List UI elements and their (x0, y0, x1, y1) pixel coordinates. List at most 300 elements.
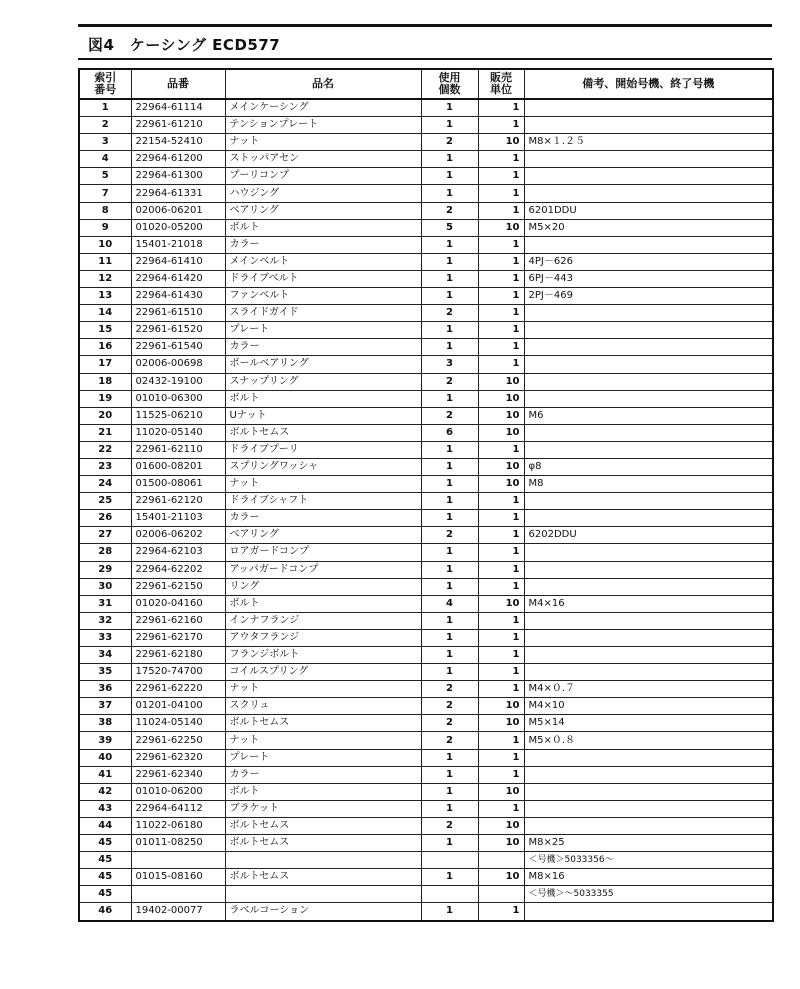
index-cell: 20 (79, 407, 131, 424)
index-cell: 45 (79, 886, 131, 903)
sales-unit-cell: 1 (478, 99, 524, 117)
table-row (79, 270, 773, 287)
index-cell: 17 (79, 356, 131, 373)
sales-unit-cell: 1 (478, 236, 524, 253)
remarks-cell (524, 561, 773, 578)
quantity-cell: 1 (421, 510, 478, 527)
table-row (79, 886, 773, 903)
part-number-cell: 22961-61540 (131, 339, 225, 356)
index-cell: 7 (79, 185, 131, 202)
remarks-cell: M5×14 (524, 715, 773, 732)
sales-unit-cell: 1 (478, 527, 524, 544)
quantity-cell: 1 (421, 647, 478, 664)
part-name-cell: コイルスプリング (225, 664, 421, 681)
table-row (79, 732, 773, 749)
index-cell: 30 (79, 578, 131, 595)
table-row (79, 134, 773, 151)
table-row (79, 852, 773, 869)
table-row (79, 527, 773, 544)
table-row (79, 185, 773, 202)
index-cell: 9 (79, 219, 131, 236)
table-row (79, 749, 773, 766)
sales-unit-cell: 1 (478, 732, 524, 749)
sales-unit-cell: 1 (478, 253, 524, 270)
part-number-cell: 15401-21018 (131, 236, 225, 253)
quantity-cell (421, 852, 478, 869)
remarks-cell: 6201DDU (524, 202, 773, 219)
table-row (79, 458, 773, 475)
part-name-cell: ボルト (225, 783, 421, 800)
part-name-cell: ボルト (225, 219, 421, 236)
table-row (79, 390, 773, 407)
part-name-cell: インナフランジ (225, 612, 421, 629)
remarks-cell: 6PJ－443 (524, 270, 773, 287)
part-number-cell: 22961-62250 (131, 732, 225, 749)
sales-unit-cell: 1 (478, 903, 524, 921)
quantity-cell: 1 (421, 253, 478, 270)
sales-unit-cell: 10 (478, 424, 524, 441)
part-number-cell: 22961-62160 (131, 612, 225, 629)
part-name-cell: プーリコンプ (225, 168, 421, 185)
part-name-cell: ベアリング (225, 202, 421, 219)
remarks-cell (524, 903, 773, 921)
sales-unit-cell: 10 (478, 698, 524, 715)
table-row (79, 373, 773, 390)
quantity-cell: 1 (421, 869, 478, 886)
part-number-cell: 22961-62340 (131, 766, 225, 783)
table-row (79, 595, 773, 612)
index-cell: 27 (79, 527, 131, 544)
sales-unit-cell: 10 (478, 869, 524, 886)
remarks-cell (524, 356, 773, 373)
index-cell: 26 (79, 510, 131, 527)
part-name-cell: ドライブプーリ (225, 441, 421, 458)
quantity-cell: 1 (421, 664, 478, 681)
table-row (79, 99, 773, 117)
sales-unit-cell: 1 (478, 185, 524, 202)
remarks-cell: ＜号機＞～5033355 (524, 886, 773, 903)
sales-unit-cell: 1 (478, 356, 524, 373)
top-rule (78, 24, 772, 27)
remarks-cell: M8×25 (524, 835, 773, 852)
table-row (79, 681, 773, 698)
remarks-cell (524, 800, 773, 817)
remarks-cell (524, 151, 773, 168)
remarks-cell: M8×16 (524, 869, 773, 886)
quantity-cell: 6 (421, 424, 478, 441)
sales-unit-cell: 10 (478, 835, 524, 852)
part-name-cell: ボルトセムス (225, 869, 421, 886)
quantity-cell: 2 (421, 202, 478, 219)
index-cell: 12 (79, 270, 131, 287)
part-number-cell: 22961-62220 (131, 681, 225, 698)
part-number-cell: 11022-06180 (131, 817, 225, 834)
table-row (79, 612, 773, 629)
part-name-cell: カラー (225, 339, 421, 356)
index-cell: 13 (79, 288, 131, 305)
sales-unit-cell: 1 (478, 202, 524, 219)
sales-unit-cell: 1 (478, 493, 524, 510)
index-cell: 5 (79, 168, 131, 185)
index-cell: 46 (79, 903, 131, 921)
quantity-cell: 1 (421, 561, 478, 578)
remarks-cell (524, 783, 773, 800)
quantity-cell: 1 (421, 185, 478, 202)
remarks-cell (524, 424, 773, 441)
index-cell: 37 (79, 698, 131, 715)
sales-unit-cell: 1 (478, 612, 524, 629)
index-cell: 25 (79, 493, 131, 510)
index-cell: 39 (79, 732, 131, 749)
remarks-cell (524, 612, 773, 629)
table-row (79, 151, 773, 168)
remarks-cell (524, 185, 773, 202)
sales-unit-cell: 1 (478, 288, 524, 305)
part-number-cell: 01020-05200 (131, 219, 225, 236)
sales-unit-cell (478, 886, 524, 903)
quantity-cell: 1 (421, 800, 478, 817)
part-name-cell: スプリングワッシャ (225, 458, 421, 475)
sales-unit-cell: 10 (478, 373, 524, 390)
sales-unit-cell: 10 (478, 219, 524, 236)
part-name-cell: Uナット (225, 407, 421, 424)
remarks-cell (524, 168, 773, 185)
quantity-cell: 1 (421, 236, 478, 253)
table-row (79, 835, 773, 852)
table-row (79, 698, 773, 715)
remarks-cell: M4×０.７ (524, 681, 773, 698)
table-row (79, 288, 773, 305)
table-row (79, 664, 773, 681)
sales-unit-cell: 10 (478, 134, 524, 151)
index-cell: 18 (79, 373, 131, 390)
quantity-cell: 1 (421, 390, 478, 407)
remarks-cell (524, 664, 773, 681)
table-row (79, 202, 773, 219)
part-name-cell: ベアリング (225, 527, 421, 544)
quantity-cell: 1 (421, 322, 478, 339)
sales-unit-cell: 1 (478, 544, 524, 561)
part-number-cell: 22961-62120 (131, 493, 225, 510)
index-cell: 16 (79, 339, 131, 356)
table-row (79, 561, 773, 578)
quantity-cell: 1 (421, 151, 478, 168)
quantity-cell: 1 (421, 544, 478, 561)
table-row (79, 647, 773, 664)
part-number-cell: 22964-64112 (131, 800, 225, 817)
remarks-cell: 4PJ－626 (524, 253, 773, 270)
quantity-cell: 1 (421, 766, 478, 783)
quantity-cell: 4 (421, 595, 478, 612)
part-number-cell: 01011-08250 (131, 835, 225, 852)
header-unit: 販売 単位 (478, 69, 524, 99)
index-cell: 35 (79, 664, 131, 681)
index-cell: 45 (79, 852, 131, 869)
table-row (79, 356, 773, 373)
table-row (79, 869, 773, 886)
remarks-cell (524, 117, 773, 134)
index-cell: 44 (79, 817, 131, 834)
quantity-cell: 1 (421, 441, 478, 458)
quantity-cell: 2 (421, 817, 478, 834)
index-cell: 24 (79, 476, 131, 493)
title-rule (78, 58, 772, 60)
part-number-cell: 01600-08201 (131, 458, 225, 475)
sales-unit-cell: 10 (478, 817, 524, 834)
quantity-cell: 1 (421, 288, 478, 305)
header-qty: 使用 個数 (421, 69, 478, 99)
part-name-cell: ナット (225, 134, 421, 151)
sales-unit-cell: 10 (478, 458, 524, 475)
remarks-cell (524, 236, 773, 253)
quantity-cell: 2 (421, 407, 478, 424)
index-cell: 29 (79, 561, 131, 578)
part-number-cell: 17520-74700 (131, 664, 225, 681)
sales-unit-cell: 1 (478, 441, 524, 458)
quantity-cell: 2 (421, 373, 478, 390)
part-name-cell: スナップリング (225, 373, 421, 390)
index-cell: 32 (79, 612, 131, 629)
part-number-cell: 01020-04160 (131, 595, 225, 612)
sales-unit-cell (478, 852, 524, 869)
sales-unit-cell: 1 (478, 322, 524, 339)
remarks-cell (524, 322, 773, 339)
sales-unit-cell: 10 (478, 390, 524, 407)
quantity-cell: 2 (421, 134, 478, 151)
table-header-row (79, 69, 773, 99)
remarks-cell: M4×10 (524, 698, 773, 715)
part-name-cell: ファンベルト (225, 288, 421, 305)
index-cell: 34 (79, 647, 131, 664)
remarks-cell: M5×20 (524, 219, 773, 236)
table-row (79, 168, 773, 185)
page-title: 図4 ケーシング ECD577 (88, 36, 281, 54)
header-part-no: 品番 (131, 69, 225, 99)
remarks-cell (524, 749, 773, 766)
index-cell: 45 (79, 835, 131, 852)
remarks-cell (524, 629, 773, 646)
remarks-cell (524, 510, 773, 527)
sales-unit-cell: 10 (478, 595, 524, 612)
table-row (79, 783, 773, 800)
sales-unit-cell: 1 (478, 749, 524, 766)
remarks-cell (524, 544, 773, 561)
table-row (79, 407, 773, 424)
index-cell: 31 (79, 595, 131, 612)
index-cell: 41 (79, 766, 131, 783)
table-row (79, 322, 773, 339)
sales-unit-cell: 1 (478, 578, 524, 595)
remarks-cell: M4×16 (524, 595, 773, 612)
remarks-cell (524, 493, 773, 510)
part-number-cell: 22961-61510 (131, 305, 225, 322)
part-number-cell: 22964-61410 (131, 253, 225, 270)
quantity-cell: 1 (421, 99, 478, 117)
remarks-cell (524, 817, 773, 834)
part-name-cell: ボルト (225, 595, 421, 612)
sales-unit-cell: 1 (478, 305, 524, 322)
remarks-cell (524, 373, 773, 390)
remarks-cell (524, 305, 773, 322)
part-number-cell: 15401-21103 (131, 510, 225, 527)
table-row (79, 305, 773, 322)
remarks-cell (524, 99, 773, 117)
quantity-cell: 1 (421, 835, 478, 852)
part-number-cell: 22961-62320 (131, 749, 225, 766)
index-cell: 8 (79, 202, 131, 219)
part-number-cell: 02006-06202 (131, 527, 225, 544)
part-name-cell: ボルトセムス (225, 835, 421, 852)
part-name-cell: プレート (225, 322, 421, 339)
sales-unit-cell: 10 (478, 407, 524, 424)
remarks-cell: ＜号機＞5033356～ (524, 852, 773, 869)
sales-unit-cell: 10 (478, 783, 524, 800)
sales-unit-cell: 1 (478, 681, 524, 698)
table-row (79, 817, 773, 834)
table-row (79, 424, 773, 441)
table-row (79, 903, 773, 921)
part-number-cell: 01015-08160 (131, 869, 225, 886)
part-number-cell: 22154-52410 (131, 134, 225, 151)
part-number-cell: 02006-06201 (131, 202, 225, 219)
remarks-cell (524, 766, 773, 783)
part-name-cell: ボルト (225, 390, 421, 407)
part-number-cell: 02006-00698 (131, 356, 225, 373)
quantity-cell: 3 (421, 356, 478, 373)
part-name-cell: メインケーシング (225, 99, 421, 117)
remarks-cell (524, 390, 773, 407)
quantity-cell (421, 886, 478, 903)
table-row (79, 544, 773, 561)
quantity-cell: 5 (421, 219, 478, 236)
part-name-cell: ドライブシャフト (225, 493, 421, 510)
remarks-cell: M8 (524, 476, 773, 493)
table-row (79, 766, 773, 783)
part-name-cell: アッパガードコンプ (225, 561, 421, 578)
remarks-cell: M6 (524, 407, 773, 424)
header-remarks: 備考、開始号機、終了号機 (524, 69, 773, 99)
part-number-cell: 01010-06200 (131, 783, 225, 800)
index-cell: 4 (79, 151, 131, 168)
part-number-cell: 11024-05140 (131, 715, 225, 732)
sales-unit-cell: 1 (478, 510, 524, 527)
part-name-cell: ロアガードコンプ (225, 544, 421, 561)
table-row (79, 629, 773, 646)
remarks-cell (524, 339, 773, 356)
quantity-cell: 1 (421, 476, 478, 493)
index-cell: 23 (79, 458, 131, 475)
sales-unit-cell: 1 (478, 561, 524, 578)
part-number-cell: 01201-04100 (131, 698, 225, 715)
index-cell: 38 (79, 715, 131, 732)
table-row (79, 117, 773, 134)
part-name-cell: ナット (225, 732, 421, 749)
index-cell: 19 (79, 390, 131, 407)
quantity-cell: 1 (421, 629, 478, 646)
quantity-cell: 1 (421, 612, 478, 629)
part-name-cell: テンションプレート (225, 117, 421, 134)
table-row (79, 339, 773, 356)
part-number-cell: 11020-05140 (131, 424, 225, 441)
part-name-cell: ハウジング (225, 185, 421, 202)
index-cell: 40 (79, 749, 131, 766)
part-number-cell: 22964-62202 (131, 561, 225, 578)
part-name-cell: ボルトセムス (225, 817, 421, 834)
part-name-cell: ナット (225, 681, 421, 698)
part-name-cell: ブラケット (225, 800, 421, 817)
part-number-cell: 22961-61210 (131, 117, 225, 134)
part-name-cell: スライドガイド (225, 305, 421, 322)
part-name-cell: ストッパアセン (225, 151, 421, 168)
quantity-cell: 1 (421, 168, 478, 185)
sales-unit-cell: 1 (478, 664, 524, 681)
part-name-cell: スクリュ (225, 698, 421, 715)
table-row (79, 578, 773, 595)
index-cell: 10 (79, 236, 131, 253)
sales-unit-cell: 1 (478, 339, 524, 356)
part-name-cell: カラー (225, 236, 421, 253)
index-cell: 14 (79, 305, 131, 322)
remarks-cell: 6202DDU (524, 527, 773, 544)
quantity-cell: 1 (421, 578, 478, 595)
part-name-cell: ドライブベルト (225, 270, 421, 287)
sales-unit-cell: 10 (478, 715, 524, 732)
part-number-cell (131, 852, 225, 869)
quantity-cell: 1 (421, 339, 478, 356)
part-name-cell: ボルトセムス (225, 715, 421, 732)
part-name-cell: ボルトセムス (225, 424, 421, 441)
index-cell: 21 (79, 424, 131, 441)
part-number-cell: 22961-62150 (131, 578, 225, 595)
table-row (79, 476, 773, 493)
sales-unit-cell: 1 (478, 117, 524, 134)
part-name-cell: カラー (225, 766, 421, 783)
quantity-cell: 2 (421, 698, 478, 715)
part-number-cell: 01010-06300 (131, 390, 225, 407)
part-number-cell: 22964-62103 (131, 544, 225, 561)
part-name-cell: リング (225, 578, 421, 595)
table-row (79, 219, 773, 236)
index-cell: 43 (79, 800, 131, 817)
table-row (79, 493, 773, 510)
part-number-cell: 22961-62180 (131, 647, 225, 664)
part-number-cell: 01500-08061 (131, 476, 225, 493)
sales-unit-cell: 10 (478, 476, 524, 493)
remarks-cell (524, 441, 773, 458)
table-row (79, 510, 773, 527)
part-name-cell: プレート (225, 749, 421, 766)
index-cell: 2 (79, 117, 131, 134)
sales-unit-cell: 1 (478, 168, 524, 185)
table-row (79, 253, 773, 270)
quantity-cell: 2 (421, 305, 478, 322)
part-number-cell: 22961-62110 (131, 441, 225, 458)
index-cell: 36 (79, 681, 131, 698)
part-number-cell: 22961-62170 (131, 629, 225, 646)
part-name-cell: ボールベアリング (225, 356, 421, 373)
table-row (79, 236, 773, 253)
part-number-cell: 22964-61430 (131, 288, 225, 305)
part-number-cell: 22964-61114 (131, 99, 225, 117)
quantity-cell: 2 (421, 681, 478, 698)
quantity-cell: 1 (421, 903, 478, 921)
part-name-cell: メインベルト (225, 253, 421, 270)
index-cell: 15 (79, 322, 131, 339)
quantity-cell: 1 (421, 458, 478, 475)
part-number-cell (131, 886, 225, 903)
part-name-cell: ナット (225, 476, 421, 493)
quantity-cell: 2 (421, 732, 478, 749)
